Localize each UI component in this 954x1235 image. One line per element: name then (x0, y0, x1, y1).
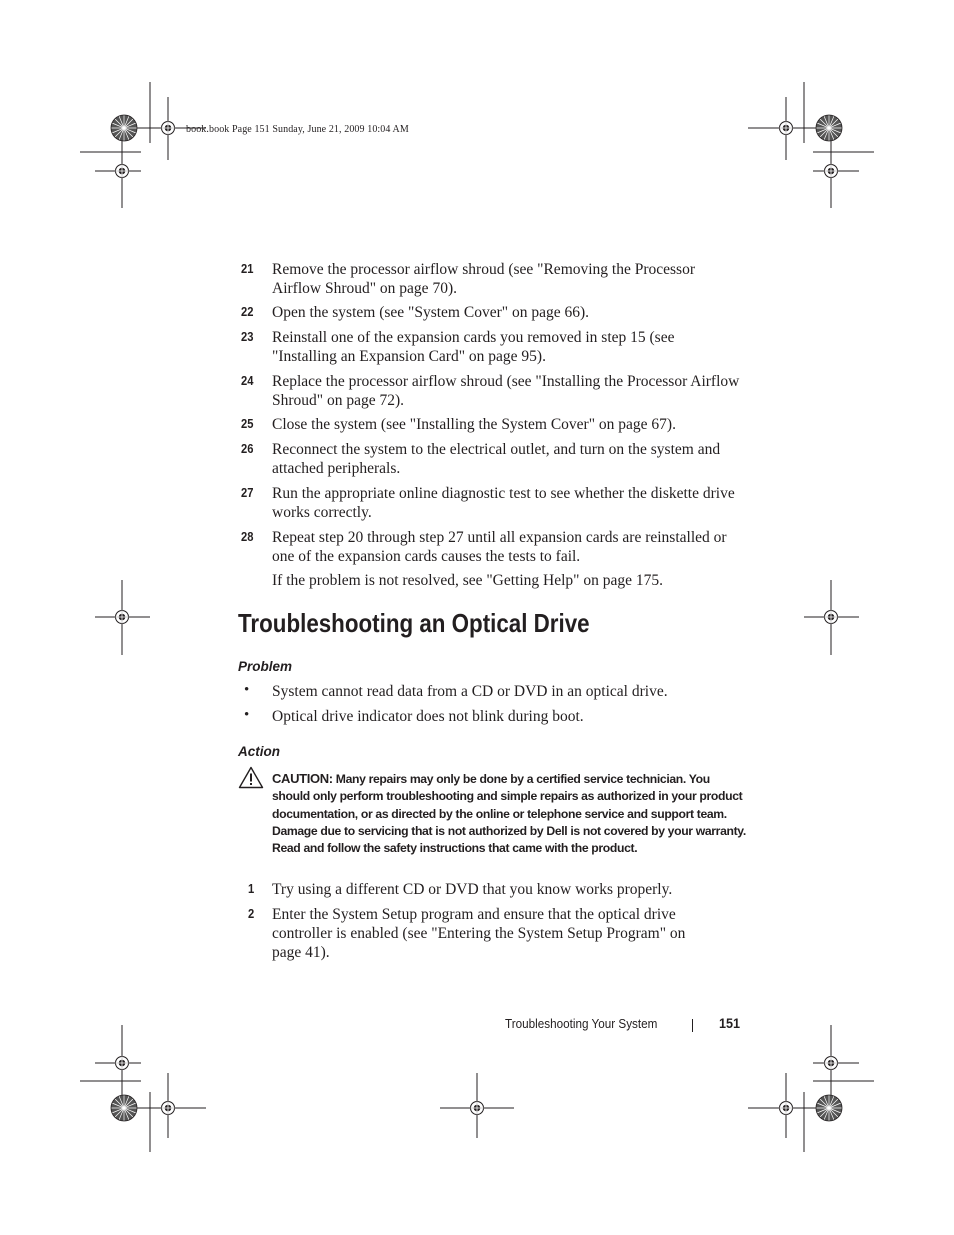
footer-chapter-title: Troubleshooting Your System (505, 1016, 658, 1031)
action-label: Action (238, 744, 280, 759)
step-text: Run the appropriate online diagnostic test to see whether the diskette drive works correctly. (272, 485, 735, 521)
step-number: 22 (241, 304, 254, 319)
caution-label: CAUTION: (272, 771, 333, 786)
step-number: 28 (241, 529, 254, 544)
step-text: Try using a different CD or DVD that you know works properly. (272, 881, 673, 898)
caution-notice (272, 770, 747, 857)
caution-text: Many repairs may only be done by a certified service technician. You should only perform troubleshooting and simple repairs as authorized in your product documentation, or as directed by the online or telephone service and support team. Damage due to servicing that is not authorized by Dell is not covered by your warranty. Read and follow the safety instructions that came with the product. (272, 772, 746, 856)
step-number: 21 (241, 261, 254, 276)
page-number: 151 (719, 1015, 741, 1031)
problem-text: Optical drive indicator does not blink during boot. (272, 708, 584, 725)
bullet-icon: • (244, 707, 250, 723)
print-job-stamp: book.book Page 151 Sunday, June 21, 2009 10:04 AM (186, 124, 409, 135)
step-number: 2 (248, 906, 255, 921)
problem-text: System cannot read data from a CD or DVD in an optical drive. (272, 683, 668, 700)
step-number: 24 (241, 373, 254, 388)
step-text: Open the system (see "System Cover" on page 66). (272, 304, 589, 321)
section-heading: Troubleshooting an Optical Drive (238, 608, 590, 638)
step-text: Enter the System Setup program and ensure that the optical drive controller is enabled (see "Entering the System Setup Program" on page 41). (272, 906, 686, 961)
step-text: Close the system (see "Installing the System Cover" on page 67). (272, 416, 676, 433)
step-text: Replace the processor airflow shroud (see "Installing the Processor Airflow Shroud" on page 72). (272, 373, 740, 409)
followup-note: If the problem is not resolved, see "Getting Help" on page 175. (272, 572, 664, 589)
step-number: 27 (241, 485, 254, 500)
step-text: Reinstall one of the expansion cards you removed in step 15 (see "Installing an Expansion Card" on page 95). (272, 329, 675, 365)
step-number: 25 (241, 416, 254, 431)
warning-triangle-icon (238, 766, 264, 789)
step-number: 1 (248, 881, 255, 896)
bullet-icon: • (244, 682, 250, 698)
step-number: 23 (241, 329, 254, 344)
step-number: 26 (241, 441, 254, 456)
problem-label: Problem (238, 659, 293, 674)
step-text: Remove the processor airflow shroud (see "Removing the Processor Airflow Shroud" on page 70). (272, 261, 696, 297)
step-text: Repeat step 20 through step 27 until all expansion cards are reinstalled or one of the expansion cards causes the tests to fail. (272, 529, 727, 565)
step-text: Reconnect the system to the electrical outlet, and turn on the system and attached peripherals. (272, 441, 721, 477)
footer-divider (692, 1019, 693, 1032)
